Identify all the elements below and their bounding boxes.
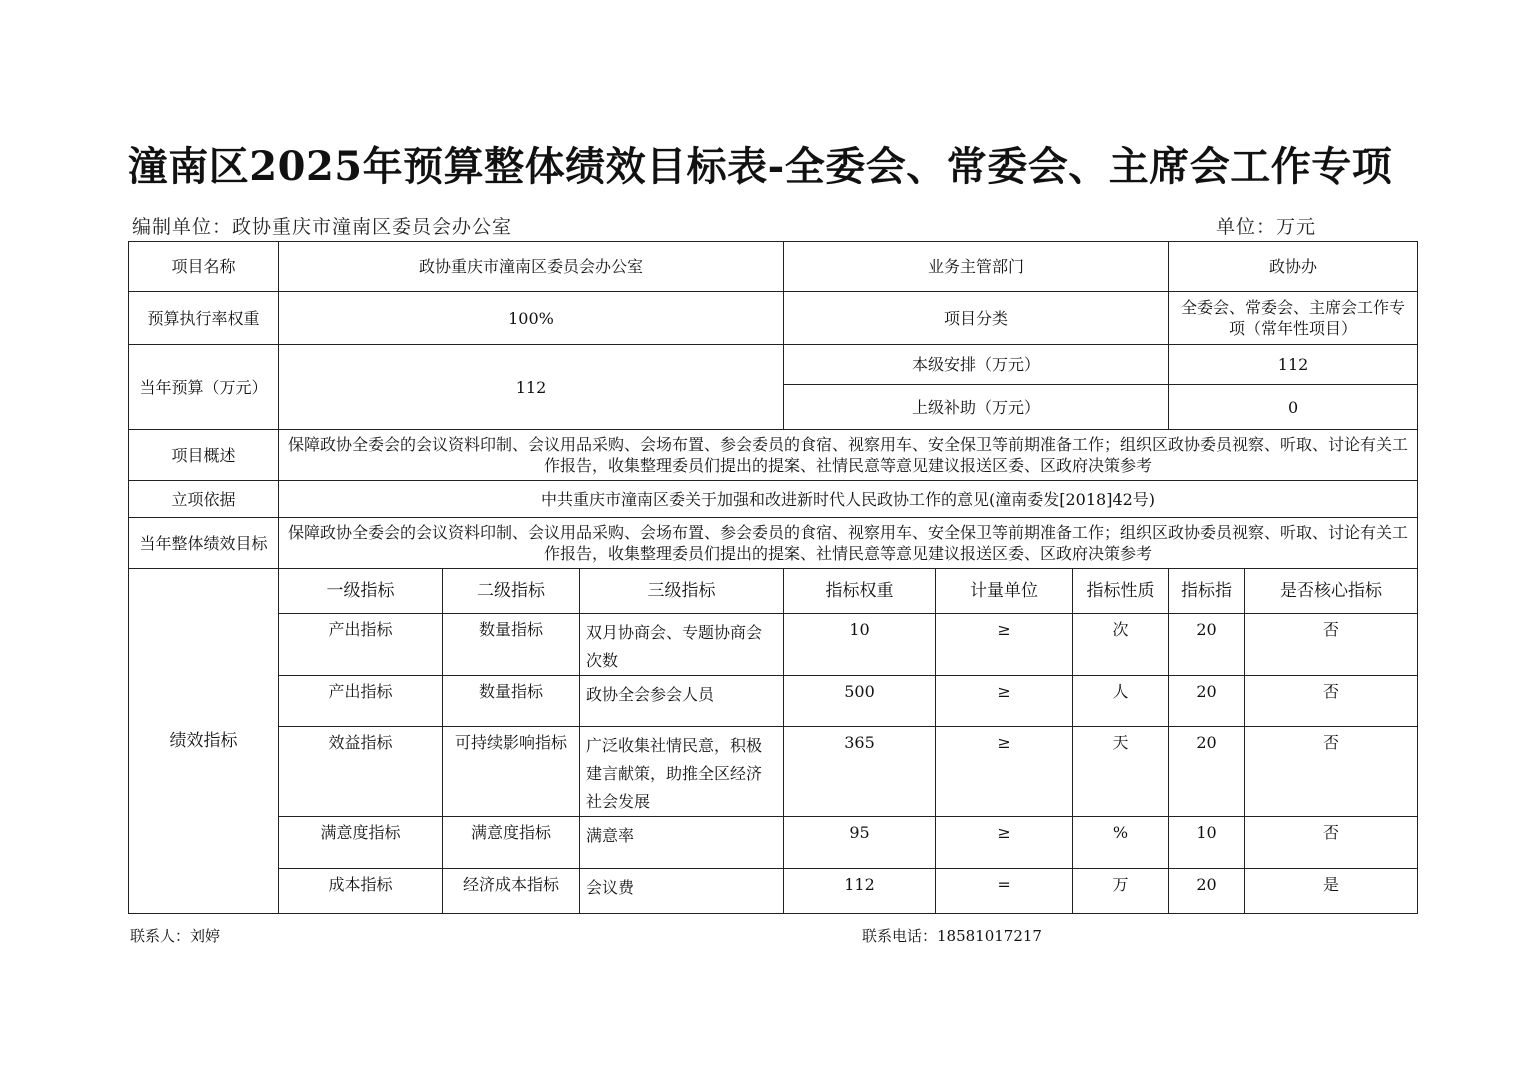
basis-value: 中共重庆市潼南区委关于加强和改进新时代人民政协工作的意见(潼南委发[2018]42号) [279,481,1418,518]
cell-op: ≥ [936,727,1073,817]
unit-line: 单位：万元 [1216,216,1317,238]
table-row [129,727,1418,817]
cell-l2: 满意度指标 [443,817,580,869]
cell-core: 否 [1245,676,1418,727]
header-cell: 二级指标 [443,569,580,614]
cell-unit: % [1073,817,1169,869]
exec-weight-value: 100% [279,292,784,345]
row-project-name [129,242,1418,292]
budget-label: 当年预算（万元） [129,345,279,430]
cell-l1: 产出指标 [279,676,443,727]
cell-l2: 数量指标 [443,614,580,676]
cell-l3: 双月协商会、专题协商会次数 [580,614,784,676]
cell-l3: 广泛收集社情民意，积极建言献策，助推全区经济社会发展 [580,727,784,817]
basis-label: 立项依据 [129,481,279,518]
cell-unit: 天 [1073,727,1169,817]
cell-op: ≥ [936,676,1073,727]
row-goal [129,518,1418,569]
header-cell: 指标指 [1169,569,1245,614]
header-cell: 指标权重 [784,569,936,614]
cell-op: ≥ [936,614,1073,676]
table-row [129,869,1418,914]
cell-value: 20 [1169,727,1245,817]
category-value: 全委会、常委会、主席会工作专项（常年性项目） [1169,292,1418,345]
row-budget-local [129,345,1418,385]
header-cell: 一级指标 [279,569,443,614]
cell-unit: 次 [1073,614,1169,676]
header-cell: 是否核心指标 [1245,569,1418,614]
cell-l1: 满意度指标 [279,817,443,869]
cell-value: 20 [1169,614,1245,676]
indicators-section-label: 绩效指标 [129,569,279,914]
upper-label: 上级补助（万元） [784,385,1169,430]
local-label: 本级安排（万元） [784,345,1169,385]
cell-l3: 政协全会参会人员 [580,676,784,727]
contact-phone: 联系电话：18581017217 [862,927,1042,945]
contact-person: 联系人：刘婷 [130,927,221,945]
cell-l1: 产出指标 [279,614,443,676]
cell-weight: 95 [784,817,936,869]
dept-label: 业务主管部门 [784,242,1169,292]
local-value: 112 [1169,345,1418,385]
table-row [129,614,1418,676]
indicator-header-row [129,569,1418,614]
goal-value: 保障政协全委会的会议资料印制、会议用品采购、会场布置、参会委员的食宿、视察用车、安全保卫等前期准备工作；组织区政协委员视察、听取、讨论有关工作报告，收集整理委员们提出的提案、社情民意等意见建议报送区委、区政府决策参考 [279,518,1418,569]
cell-unit: 万 [1073,869,1169,914]
cell-l1: 成本指标 [279,869,443,914]
cell-op: ≥ [936,817,1073,869]
cell-unit: 人 [1073,676,1169,727]
overview-label: 项目概述 [129,430,279,481]
row-exec-weight [129,292,1418,345]
table-row [129,676,1418,727]
cell-l1: 效益指标 [279,727,443,817]
cell-weight: 500 [784,676,936,727]
category-label: 项目分类 [784,292,1169,345]
page-title: 潼南区2025年预算整体绩效目标表-全委会、常委会、主席会工作专项 [127,143,1393,190]
cell-weight: 10 [784,614,936,676]
header-cell: 计量单位 [936,569,1073,614]
cell-core: 否 [1245,817,1418,869]
table-row [129,817,1418,869]
cell-core: 否 [1245,614,1418,676]
project-name-value: 政协重庆市潼南区委员会办公室 [279,242,784,292]
dept-value: 政协办 [1169,242,1418,292]
header-cell: 指标性质 [1073,569,1169,614]
cell-core: 否 [1245,727,1418,817]
cell-value: 20 [1169,869,1245,914]
cell-l3: 会议费 [580,869,784,914]
cell-weight: 112 [784,869,936,914]
exec-weight-label: 预算执行率权重 [129,292,279,345]
cell-value: 10 [1169,817,1245,869]
org-line: 编制单位：政协重庆市潼南区委员会办公室 [132,216,513,238]
cell-value: 20 [1169,676,1245,727]
cell-l3: 满意率 [580,817,784,869]
cell-weight: 365 [784,727,936,817]
project-name-label: 项目名称 [129,242,279,292]
upper-value: 0 [1169,385,1418,430]
budget-value: 112 [279,345,784,430]
goal-label: 当年整体绩效目标 [129,518,279,569]
row-overview [129,430,1418,481]
header-cell: 三级指标 [580,569,784,614]
overview-value: 保障政协全委会的会议资料印制、会议用品采购、会场布置、参会委员的食宿、视察用车、安全保卫等前期准备工作；组织区政协委员视察、听取、讨论有关工作报告，收集整理委员们提出的提案、社情民意等意见建议报送区委、区政府决策参考 [279,430,1418,481]
cell-core: 是 [1245,869,1418,914]
cell-l2: 经济成本指标 [443,869,580,914]
cell-l2: 数量指标 [443,676,580,727]
row-basis [129,481,1418,518]
cell-op: = [936,869,1073,914]
performance-table [128,241,1418,914]
cell-l2: 可持续影响指标 [443,727,580,817]
